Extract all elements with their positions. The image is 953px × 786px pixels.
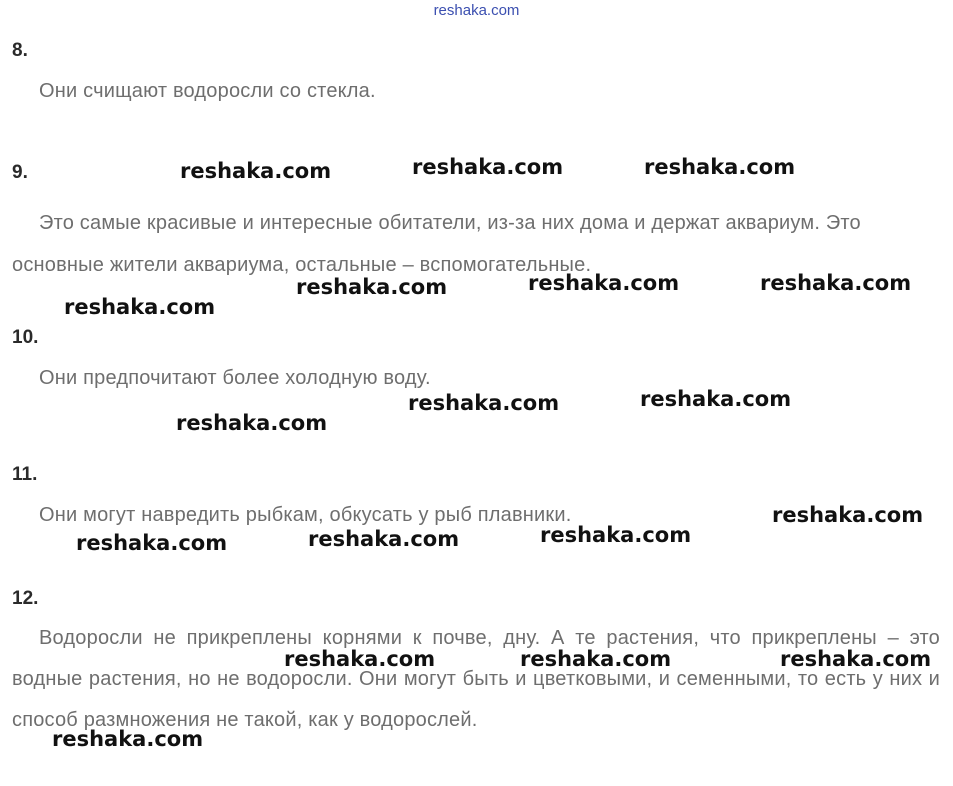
watermark: reshaka.com: [760, 271, 912, 295]
watermark: reshaka.com: [780, 647, 932, 671]
answer-text-10: Они предпочитают более холодную воду.: [39, 367, 431, 389]
watermark: reshaka.com: [296, 275, 448, 299]
watermark: reshaka.com: [528, 271, 680, 295]
watermark: reshaka.com: [644, 155, 796, 179]
answer-text-8: Они счищают водоросли со стекла.: [39, 80, 376, 102]
answer-number-12: 12.: [12, 588, 39, 609]
watermark: reshaka.com: [640, 387, 792, 411]
watermark: reshaka.com: [540, 523, 692, 547]
watermark: reshaka.com: [176, 411, 328, 435]
watermark: reshaka.com: [520, 647, 672, 671]
watermark: reshaka.com: [308, 527, 460, 551]
answer-text-11: Они могут навредить рыбкам, обкусать у рыб плавники.: [39, 504, 572, 526]
watermark: reshaka.com: [284, 647, 436, 671]
answer-text-9: Это самые красивые и интересные обитатели, из-за них дома и держат аквариум. Это основные жители аквариума, остальные – вспомогательные.: [12, 212, 861, 276]
answer-number-9: 9.: [12, 162, 28, 183]
watermark: reshaka.com: [52, 727, 204, 751]
watermark: reshaka.com: [64, 295, 216, 319]
answer-text-12: Водоросли не прикреплены корнями к почве, дну. А те растения, что прикреплены – это водные растения, но не водоросли. Они могут быть и цветковыми, и семенными, то есть у них и способ размножения не такой, как у водорослей.: [12, 627, 940, 731]
watermark: reshaka.com: [408, 391, 560, 415]
answer-number-11: 11.: [12, 464, 38, 485]
answer-number-8: 8.: [12, 40, 28, 61]
watermark: reshaka.com: [772, 503, 924, 527]
answer-number-10: 10.: [12, 327, 39, 348]
site-header: reshaka.com: [433, 2, 520, 19]
watermark: reshaka.com: [180, 159, 332, 183]
watermark: reshaka.com: [76, 531, 228, 555]
watermark: reshaka.com: [412, 155, 564, 179]
